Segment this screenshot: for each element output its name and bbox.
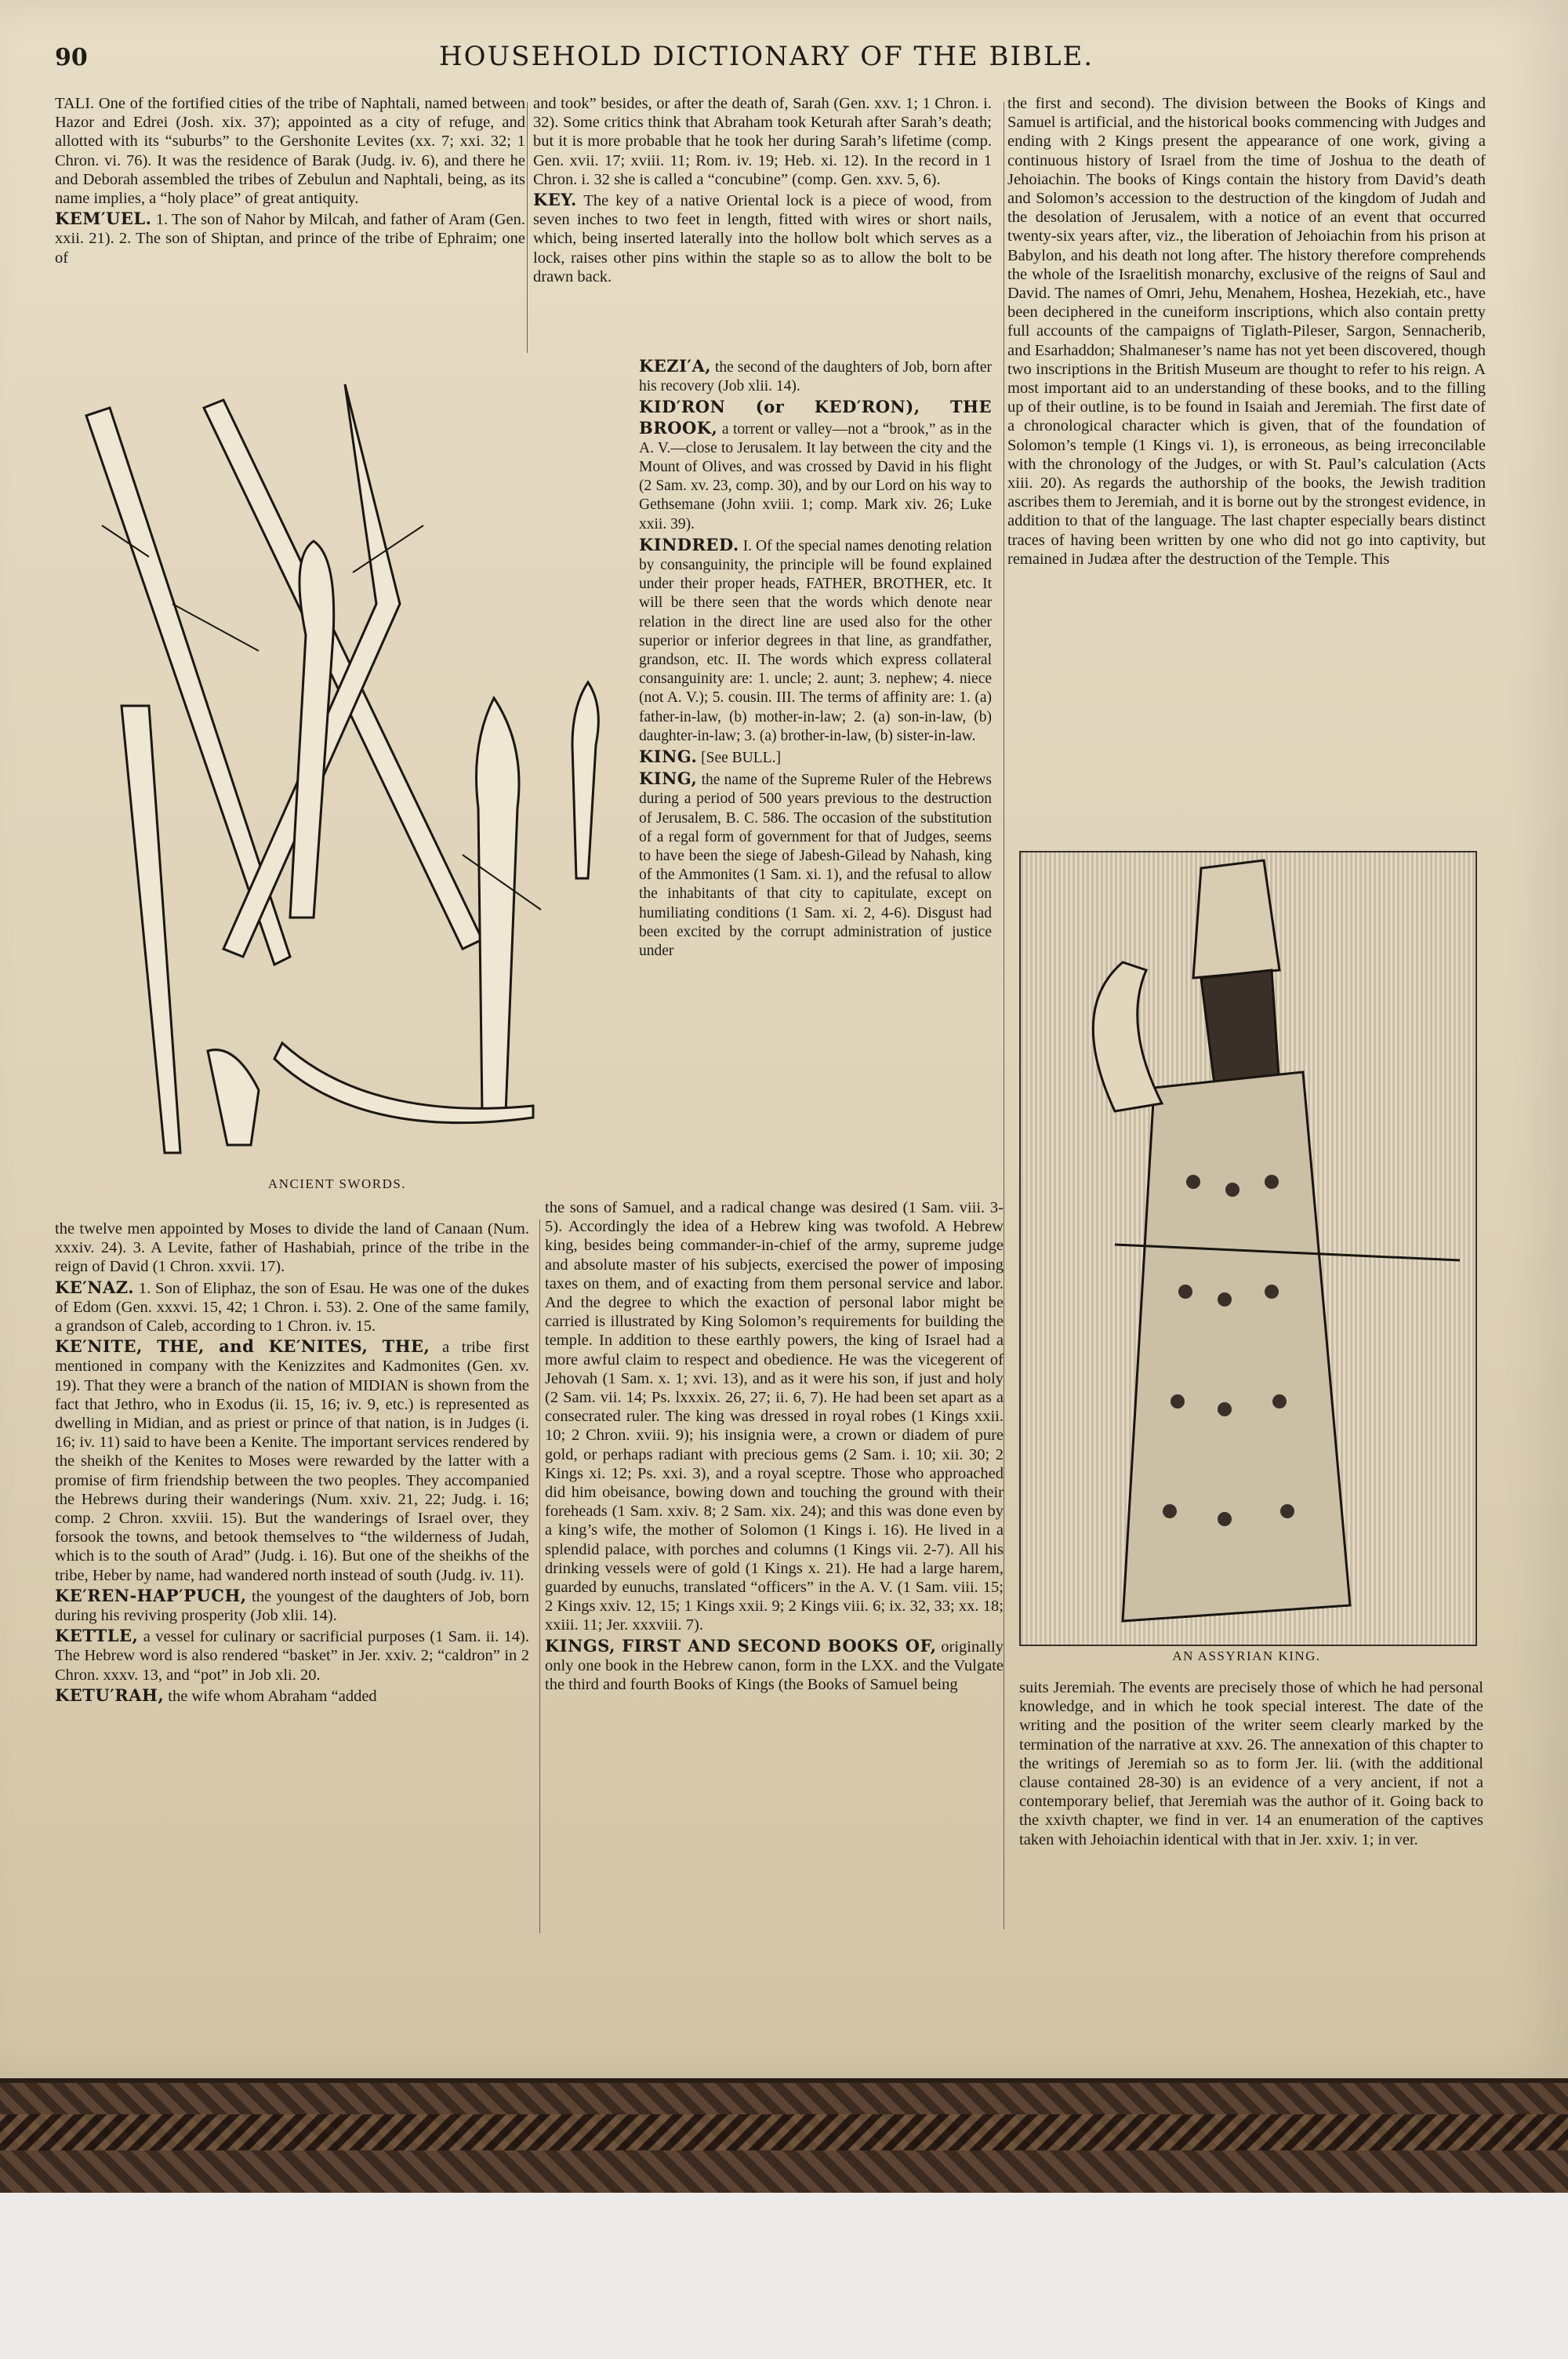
column-rule-2 [539, 1219, 540, 1933]
swords-caption: ANCIENT SWORDS. [267, 1176, 407, 1191]
entry-kings-cont-2: suits Jeremiah. The events are precisely those of which he had personal knowledge, and in which he took special interest. The date of the writing and the position of the writer seem clearly marked by the termination of the narrative at xxv. 26. The annexation of this chapter to the writings of Jeremiah so as to form Jer. lii. (with the additional clause contained 28-30) is an evidence of a very ancient, if not a contemporary belief, that Jeremiah was the author of it. Going back to the xxivth chapter, we find in ver. 14 an enumeration of the captives taken with Jehoiachin identical with that in Jer. xxiv. 1; in ver. [1019, 1679, 1483, 1848]
headword-keturah: KETU′RAH, [55, 1685, 165, 1705]
king-arm [1093, 962, 1162, 1111]
page-number: 90 [55, 44, 88, 71]
entry-keren-happuch [55, 1587, 529, 1625]
entry-key-text: The key of a native Oriental lock is a piece of wood, from seven inches to two feet in length, fitted with wires or short nails, which, being inserted laterally into the hollow bolt which serves as a lock, raises other pins within the staple so as to allow the bolt to be drawn back. [533, 192, 992, 285]
headword-kettle: KETTLE, [55, 1626, 139, 1646]
entry-kenite [55, 1337, 529, 1585]
entry-kettle-text: a vessel for culinary or sacrificial purposes (1 Sam. ii. 14). The Hebrew word is also rendered “basket” in Jer. xxiv. 2; “caldron” in 2 Chron. xxxv. 13, and “pot” in Job xli. 20. [55, 1628, 530, 1684]
entry-kemuel [55, 209, 525, 267]
entry-king-see [639, 747, 992, 768]
entry-kezia-text: the second of the daughters of Job, born after his recovery (Job xlii. 14). [639, 359, 993, 395]
headword-kindred: KINDRED. [639, 534, 739, 554]
entry-king-text: the name of the Supreme Ruler of the Hebrews during a period of 500 years previous to the destruction of Jerusalem, B. C. 586. The occasion of the substitution of a regal form of government for that of Judges, seems to have been the siege of Jabesh-Gilead by Nahash, king of the Ammonites (1 Sam. xi. 1), and the refusal to allow the inhabitants of that city to capitulate, except on humiliating conditions (1 Sam. xi. 2, 4-6). Disgust had been excited by the corrupt administration of justice under [639, 772, 992, 960]
running-head: HOUSEHOLD DICTIONARY OF THE BIBLE. [439, 41, 1094, 72]
headword-kenaz: KE′NAZ. [55, 1277, 135, 1297]
entry-kettle [55, 1627, 529, 1685]
entry-tali: TALI. One of the fortified cities of the tribe of Naphtali, named between Hazor and Edrei (Josh. xix. 37); appointed as a city of refuge, and allotted with its “suburbs” to the Gershonite Levites (xx. 7; xxi. 32; 1 Chron. vi. 76). It was the residence of Barak (Judg. iv. 6), and there he and Deborah assembled the tribes of Zebulun and Naphtali, being, as its name implies, a “holy place” of great antiquity. [55, 95, 525, 208]
column-1-top [55, 94, 525, 269]
headword-king: KING, [639, 769, 698, 789]
entry-kemuel-text: 1. The son of Nahor by Milcah, and father of Aram (Gen. xxii. 21). 2. The son of Shiptan, and prince of the tribe of Ephraim; one of [55, 211, 525, 267]
entry-king [639, 769, 992, 961]
entry-keren-happuch-text: the youngest of the daughters of Job, born during his reviving prosperity (Job xlii. 14). [55, 1587, 529, 1625]
entry-kenite-text: a tribe first mentioned in company with the Kenizzites and Kadmonites (Gen. xv. 19). That they were a branch of the nation of MIDIAN is shown from the fact that Jethro, who in Exodus (ii. 15, 16; iv. 9, etc.) is represented as dwelling in Midian, and as priest or prince of that nation, is in Judges (i. 16; iv. 11) said to have been a Kenite. The important services rendered by the sheikh of the Kenites to Moses were rewarded by the latter with a promise of firm friendship between the two peoples. They accompanied the Hebrews during their wanderings (Num. xxiv. 21, 22; Judg. i. 16; comp. 2 Chron. xxviii. 15). But the wanderings of Israel over, they forsook the towns, and betook themselves to “the wilderness of Judah, which is to the south of Arad” (Judg. i. 16). But one of the sheikhs of the tribe, Heber by name, had wandered north instead of south (Judg. iv. 11). [55, 1339, 529, 1584]
entry-kenaz [55, 1278, 529, 1336]
entry-keturah-cont: and took” besides, or after the death of, Sarah (Gen. xxv. 1; 1 Chron. i. 32). Some critics think that Abraham took Keturah after Sarah’s death; but it is more probable that he took her during Sarah’s lifetime (comp. Gen. xvii. 17; xviii. 11; Rom. iv. 19; Heb. xi. 12). In the record in 1 Chron. i. 32 she is called a “concubine” (comp. Gen. xxv. 5, 6). [533, 95, 992, 188]
column-2-bottom [545, 1198, 1004, 1696]
column-3-top [1007, 94, 1486, 570]
entry-kings-text: originally only one book in the Hebrew canon, form in the LXX. and the Vulgate the third and fourth Books of Kings (the Books of Samuel being [545, 1637, 1004, 1694]
ancient-swords-illustration [55, 369, 635, 1169]
headword-keren-happuch: KE′REN-HAP′PUCH, [55, 1585, 247, 1605]
entry-keturah-text: the wife whom Abraham “added [168, 1687, 377, 1705]
entry-kidron [639, 398, 992, 533]
headword-key: KEY. [533, 190, 577, 210]
headword-kidron: KID′RON (or KED′RON), THE BROOK, [639, 397, 992, 438]
dagger-8 [572, 682, 598, 878]
headword-kemuel: KEM′UEL. [55, 209, 152, 229]
entry-kidron-text: a torrent or valley—not a “brook,” as in the A. V.—close to Jerusalem. It lay between the city and the Mount of Olives, and was crossed by David in his flight (2 Sam. xv. 23, comp. 30), and by our Lord on his way to Gethsemane (John xviii. 1; comp. Mark xiv. 26; Luke xxii. 39). [639, 420, 993, 533]
king-robe [1123, 1072, 1350, 1621]
headword-king-see: KING. [639, 747, 698, 767]
king-caption: AN ASSYRIAN KING. [1172, 1648, 1321, 1663]
entry-kings [545, 1637, 1004, 1695]
column-2-middle [639, 357, 992, 962]
dagger-7 [477, 698, 520, 1114]
column-3-bottom [1019, 1678, 1483, 1851]
headword-kings: KINGS, FIRST AND SECOND BOOKS OF, [545, 1635, 937, 1656]
book-binding [0, 2078, 1568, 2193]
entry-kindred [639, 536, 992, 746]
column-rule-1 [527, 102, 528, 353]
entry-kemuel-cont: the twelve men appointed by Moses to divide the land of Canaan (Num. xxxiv. 24). 3. A Levite, father of Hashabiah, prince of the tribe in the reign of David (1 Chron. xxvii. 17). [55, 1220, 529, 1276]
headword-kezia: KEZI′A, [639, 356, 712, 376]
assyrian-king-plate [1019, 851, 1477, 1646]
entry-king-cont: the sons of Samuel, and a radical change was desired (1 Sam. viii. 3-5). Accordingly the idea of a Hebrew king was twofold. A Hebrew king, besides being commander-in-chief of the army, supreme judge and absolute master of his subjects, exercised the power of imposing taxes on them, and of exacting from them personal service and labor. And the degree to which the exaction of personal labor might be carried is illustrated by King Solomon’s requirements for building the temple. In addition to these earthly powers, the king of Israel had a more awful claim to respect and obedience. He was the vicegerent of Jehovah (1 Sam. x. 1; xvi. 13), and as it were his son, if just and holy (2 Sam. vii. 14; Ps. lxxxix. 26, 27; ii. 6, 7). He had been set apart as a consecrated ruler. The king was dressed in royal robes (1 Kings xxii. 10; 2 Chron. xviii. 9); his insignia were, a crown or diadem of pure gold, or perhaps radiant with precious gems (2 Sam. i. 10; xii. 30; 2 Kings xi. 12; Ps. xxi. 3), and a royal sceptre. Those who approached did him obeisance, bowing down and touching the ground with their foreheads (1 Sam. xxiv. 8; 2 Sam. xix. 24); and this was done even by a king’s wife, the mother of Solomon (1 Kings i. 16). He lived in a splendid palace, with porches and columns (1 Kings vii. 2-7). All his drinking vessels were of gold (1 Kings x. 21). He had a large harem, guarded by eunuchs, translated “officers” in the A. V. (1 Sam. viii. 15; 2 Kings xxiv. 12, 15; 1 Kings xxii. 9; 2 Kings viii. 6; ix. 32, 33; xx. 18; xxiii. 11; Jer. xxxviii. 7). [545, 1199, 1004, 1634]
headword-kenite: KE′NITE, THE, and KE′NITES, THE, [55, 1336, 430, 1357]
column-2-top [533, 94, 992, 288]
entry-key [533, 191, 992, 286]
entry-king-see-text: [See BULL.] [701, 750, 781, 767]
king-tiara [1193, 860, 1279, 978]
column-1-bottom [55, 1219, 529, 1707]
assyrian-king-illustration [1021, 852, 1475, 1645]
entry-kenaz-text: 1. Son of Eliphaz, the son of Esau. He was one of the dukes of Edom (Gen. xxxvi. 15, 42; 1 Chron. i. 53). 2. One of the same family, a grandson of Caleb, according to 1 Chron. iv. 15. [55, 1279, 529, 1336]
entry-kindred-text: I. Of the special names denoting relation by consanguinity, the principle will be found explained under their proper heads, FATHER, BROTHER, etc. It will be there seen that the words which denote near relation in the direct line are used also for the other superior or inferior degrees in that line, as grandfather, grandson, etc. II. The words which express collateral consanguinity are: 1. uncle; 2. aunt; 3. nephew; 4. niece (not A. V.); 5. cousin. III. The terms of affinity are: 1. (a) father-in-law, (b) mother-in-law; 2. (a) son-in-law, (b) daughter-in-law; 3. (a) brother-in-law, (b) sister-in-law. [639, 537, 992, 744]
entry-kings-cont: the first and second). The division between the Books of Kings and Samuel is artificial, and the historical books commencing with Judges and ending with 2 Kings present the appearance of one work, giving a continuous history of Israel from the time of Joshua to the death of Jehoiachin. The books of Kings contain the history from David’s death and Solomon’s accession to the destruction of the kingdom of Judah and the desolation of Jerusalem, with a notice of an event that occurred twenty-six years after, viz., the liberation of Jehoiachin from his prison at Babylon, and his death not long after. The history therefore comprehends the whole of the Israelitish monarchy, exclusive of the reigns of Saul and David. The names of Omri, Jehu, Menahem, Hoshea, Hezekiah, etc., have been deciphered in the cuneiform inscriptions, which also contain pretty full accounts of the campaigns of Tiglath-Pileser, Sargon, Sennacherib, and Esarhaddon; Shalmaneser’s name has not yet been discovered, though two inscriptions in the British Museum are thought to refer to his reign. A most important aid to an understanding of these books, and to the filling up of their outline, is to be found in Isaiah and Jeremiah. The first date of a chronological character which is given, that of the foundation of Solomon’s temple (1 Kings vi. 1), is erroneous, as being irreconcilable with the chronology of the Judges, or with St. Paul’s calculation (Acts xiii. 20). As regards the authorship of the books, the Jewish tradition ascribes them to Jeremiah, and it is borne out by the strongest evidence, in addition to that of the language. The last chapter especially bears distinct traces of having been written by one who did not go into captivity, but remained in Judæa after the destruction of the Temple. This [1007, 95, 1486, 568]
dagger-6 [208, 1050, 259, 1145]
entry-keturah [55, 1686, 529, 1706]
dagger-5 [122, 706, 180, 1153]
entry-kezia [639, 357, 992, 396]
